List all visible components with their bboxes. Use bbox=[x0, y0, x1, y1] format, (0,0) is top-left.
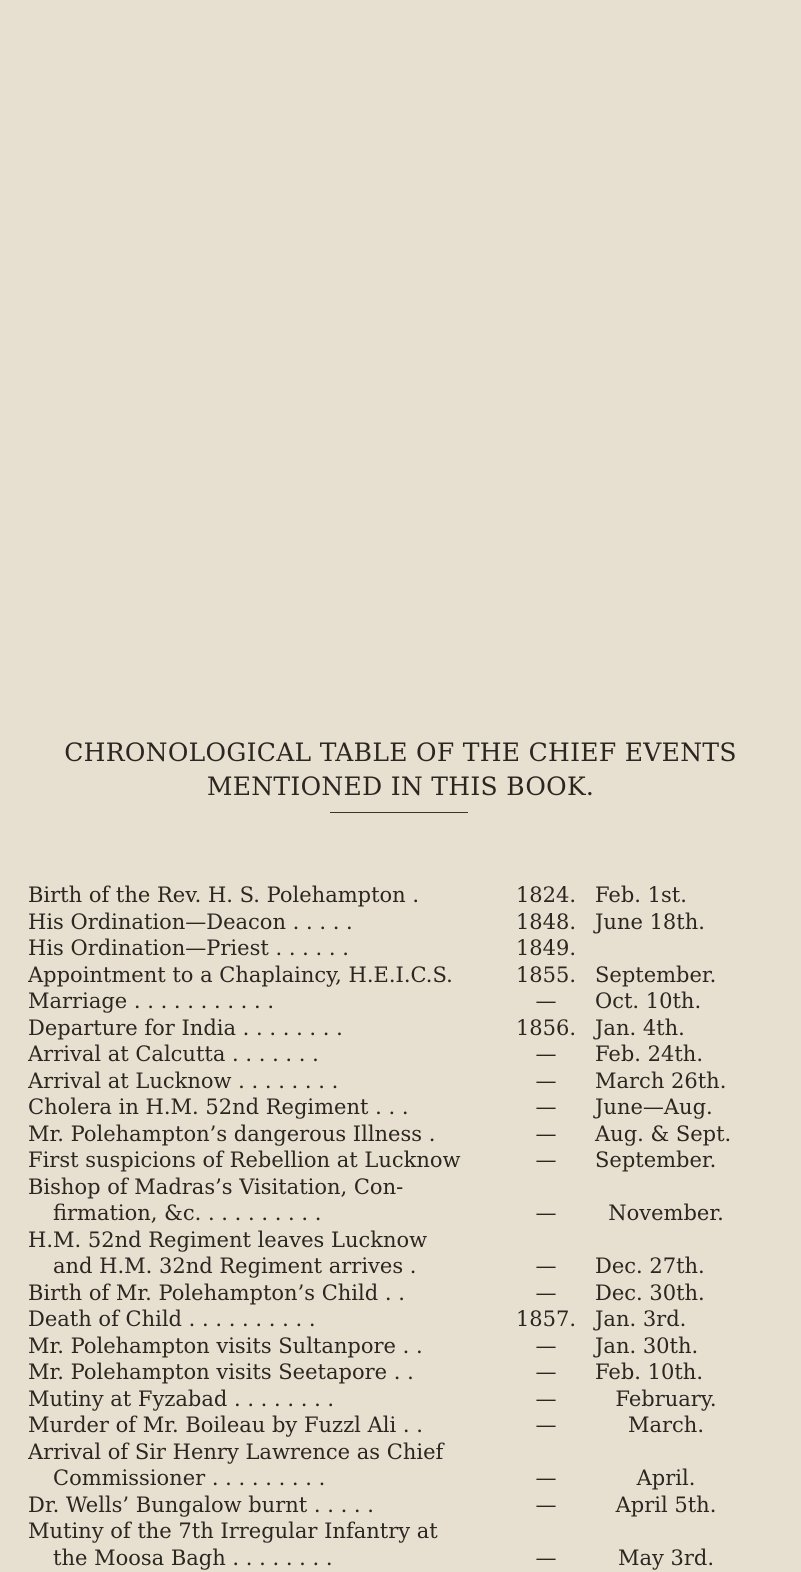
event-text: Mr. Polehampton visits Seetapore . . bbox=[28, 1360, 414, 1384]
event-text: First suspicions of Rebellion at Lucknow bbox=[28, 1148, 461, 1172]
event-date: May 3rd. bbox=[617, 1545, 715, 1570]
table-row bbox=[0, 1199, 801, 1227]
heading-line-1: CHRONOLOGICAL TABLE OF THE CHIEF EVENTS bbox=[64, 738, 737, 767]
event-date: November. bbox=[608, 1201, 724, 1225]
table-row-line bbox=[0, 1438, 801, 1466]
heading-line-2: MENTIONED IN THIS BOOK. bbox=[206, 772, 595, 801]
event-date: Aug. & Sept. bbox=[595, 1121, 732, 1146]
table-row bbox=[0, 1464, 801, 1492]
table-row bbox=[0, 1120, 801, 1148]
event-text: Murder of Mr. Boileau by Fuzzl Ali . . bbox=[28, 1413, 423, 1437]
event-text: Marriage . . . . . . . . . . . bbox=[28, 989, 275, 1013]
table-row bbox=[0, 1093, 801, 1121]
event-year: — bbox=[535, 1042, 557, 1066]
event-date: September. bbox=[595, 1148, 717, 1172]
event-date: Jan. 30th. bbox=[595, 1333, 699, 1358]
event-year: 1824. bbox=[515, 883, 577, 907]
event-year: — bbox=[535, 1466, 557, 1490]
event-date: February. bbox=[615, 1386, 717, 1411]
event-date: Feb. 24th. bbox=[595, 1042, 704, 1066]
table-row bbox=[0, 934, 801, 962]
event-date: Jan. 3rd. bbox=[595, 1307, 687, 1331]
table-row-line bbox=[0, 1173, 801, 1201]
table-row bbox=[0, 1358, 801, 1386]
event-year: — bbox=[535, 1254, 557, 1278]
event-year: — bbox=[535, 1333, 557, 1358]
event-text: Mutiny of the 7th Irregular Infantry at bbox=[28, 1519, 438, 1543]
event-text: Arrival at Lucknow . . . . . . . . bbox=[28, 1068, 339, 1093]
table-row bbox=[0, 1252, 801, 1280]
event-text: His Ordination—Deacon . . . . . bbox=[28, 909, 353, 934]
event-year: — bbox=[535, 1280, 557, 1305]
event-text: Cholera in H.M. 52nd Regiment . . . bbox=[28, 1095, 409, 1119]
event-year: 1855. bbox=[515, 962, 577, 987]
event-year: — bbox=[535, 1121, 557, 1146]
event-date: June 18th. bbox=[595, 909, 705, 934]
event-year: — bbox=[535, 1068, 557, 1093]
table-row-line bbox=[0, 1517, 801, 1545]
event-continuation: and H.M. 32nd Regiment arrives . bbox=[53, 1254, 417, 1278]
event-year: — bbox=[535, 1201, 557, 1225]
table-row bbox=[0, 1279, 801, 1307]
event-date: Feb. 10th. bbox=[595, 1360, 704, 1384]
event-date: March 26th. bbox=[595, 1068, 727, 1093]
event-year: — bbox=[535, 1148, 557, 1172]
table-row bbox=[0, 1411, 801, 1439]
event-text: Bishop of Madras’s Visitation, Con- bbox=[28, 1174, 404, 1199]
event-date: Feb. 1st. bbox=[595, 883, 687, 907]
event-year: — bbox=[535, 1492, 557, 1517]
event-year: 1849. bbox=[515, 936, 577, 960]
event-text: His Ordination—Priest . . . . . . bbox=[28, 936, 349, 960]
table-row bbox=[0, 1040, 801, 1068]
table-row bbox=[0, 1544, 801, 1572]
event-date: Dec. 27th. bbox=[595, 1254, 705, 1278]
event-date: June—Aug. bbox=[595, 1095, 713, 1119]
table-row bbox=[0, 1491, 801, 1519]
event-date: March. bbox=[627, 1413, 705, 1437]
event-date: Oct. 10th. bbox=[595, 989, 702, 1013]
table-row-line bbox=[0, 1226, 801, 1254]
table-row bbox=[0, 1067, 801, 1095]
table-row bbox=[0, 908, 801, 936]
event-text: Mr. Polehampton visits Sultanpore . . bbox=[28, 1333, 423, 1358]
event-year: 1857. bbox=[515, 1307, 577, 1331]
event-date: April 5th. bbox=[615, 1492, 717, 1517]
event-continuation: firmation, &c. . . . . . . . . . bbox=[53, 1201, 322, 1225]
event-text: Mr. Polehampton’s dangerous Illness . bbox=[28, 1121, 436, 1146]
event-year: 1848. bbox=[515, 909, 577, 934]
event-year: — bbox=[535, 1360, 557, 1384]
event-year: — bbox=[535, 1386, 557, 1411]
event-date: September. bbox=[595, 962, 717, 987]
event-text: Dr. Wells’ Bungalow burnt . . . . . bbox=[28, 1492, 374, 1517]
table-row bbox=[0, 1146, 801, 1174]
event-text: Death of Child . . . . . . . . . . bbox=[28, 1307, 316, 1331]
table-row bbox=[0, 1332, 801, 1360]
table-row bbox=[0, 1305, 801, 1333]
event-date: Jan. 4th. bbox=[595, 1015, 685, 1040]
event-year: — bbox=[535, 1545, 557, 1570]
event-text: Mutiny at Fyzabad . . . . . . . . bbox=[28, 1386, 335, 1411]
event-text: Departure for India . . . . . . . . bbox=[28, 1015, 343, 1040]
event-text: Birth of the Rev. H. S. Polehampton . bbox=[28, 883, 420, 907]
event-year: 1856. bbox=[515, 1015, 577, 1040]
table-row bbox=[0, 1014, 801, 1042]
table-row bbox=[0, 1385, 801, 1413]
event-text: Arrival at Calcutta . . . . . . . bbox=[28, 1042, 319, 1066]
event-year: — bbox=[535, 989, 557, 1013]
table-row bbox=[0, 881, 801, 909]
event-text: Appointment to a Chaplaincy, H.E.I.C.S. bbox=[28, 962, 453, 987]
event-text: Birth of Mr. Polehampton’s Child . . bbox=[28, 1280, 405, 1305]
event-year: — bbox=[535, 1095, 557, 1119]
event-continuation: the Moosa Bagh . . . . . . . . bbox=[53, 1545, 333, 1570]
event-text: H.M. 52nd Regiment leaves Lucknow bbox=[28, 1227, 428, 1252]
event-text: Arrival of Sir Henry Lawrence as Chief bbox=[28, 1439, 444, 1464]
table-row bbox=[0, 987, 801, 1015]
event-year: — bbox=[535, 1413, 557, 1437]
event-date: Dec. 30th. bbox=[595, 1280, 705, 1305]
table-row bbox=[0, 961, 801, 989]
event-date: April. bbox=[636, 1466, 696, 1490]
event-continuation: Commissioner . . . . . . . . . bbox=[53, 1466, 326, 1490]
